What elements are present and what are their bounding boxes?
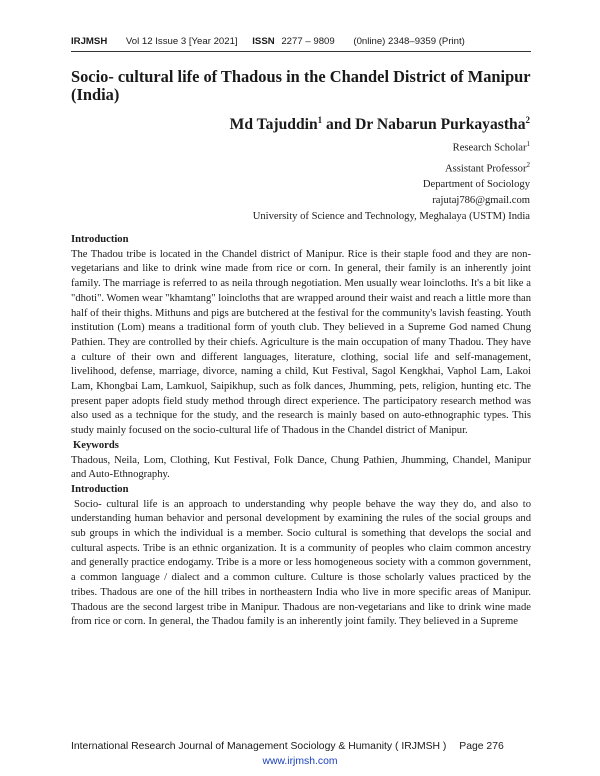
affiliation-block	[253, 136, 530, 225]
role-2-sup: 2	[526, 160, 530, 169]
issn-number: 2277 – 9809	[281, 36, 335, 47]
header-divider	[71, 51, 531, 52]
role-2-text: Assistant Professor	[444, 163, 527, 175]
affiliation-role-2	[253, 157, 530, 178]
author-2-sup: 2	[525, 115, 530, 125]
journal-abbrev: IRJMSH	[71, 36, 108, 47]
author-1: Md Tajuddin	[229, 116, 318, 134]
introduction-heading-2: Introduction	[71, 483, 129, 495]
author-line	[230, 115, 530, 134]
issue-info: Vol 12 Issue 3 [Year 2021]	[125, 36, 238, 47]
role-1-text: Research Scholar	[452, 142, 527, 154]
author-1-sup: 1	[317, 115, 323, 125]
online-print-issn: (0nline) 2348–9359 (Print)	[353, 36, 465, 47]
page-number: Page 276	[459, 741, 504, 752]
abstract-paragraph: The Thadou tribe is located in the Chandel district of Manipur. Rice is their staple food and they are non-vegetarians and like to drink wine made from rice or corn. In general, their family is an inherently joint family. The marriage is referred to as neila through negotiation. Men usually wear loincloths. It's a bit like a "dhoti". Women wear "khamtang" loincloths that are wrapped around their waist and reach a little more than half of their thighs. Mithuns and pigs are butchered at the festival for the community's lavish feasting. Youth institution (Lom) means a traditional form of youth club. They believed in a Supreme God named Chung Pathien. They are controlled by their chiefs. Agriculture is the main occupation of many Thadou. They have a culture of their own and different languages, literature, clothing, social life and self-management, livelihood, defense, marriage, divorce, naming a child, Kut Festival, Sagol Kengkhai, Vaphol Lam, Lakoi Lam, Khongbai Lam, Lamkuol, Saipikhup, such as folk dances, Jhumming, pets, religion, hunting etc. The present paper adopts field study method through direct experience. The participatory research method was also used as a technique for the study, and the research is mainly based on auto-ethnographic types. This study mainly focused on the socio-cultural life of Thadous in the Chandel district of Manipur.	[71, 248, 531, 437]
footer-journal-name: International Research Journal of Management Sociology & Humanity ( IRJMSH )	[71, 741, 447, 752]
website-link[interactable]: www.irjmsh.com	[262, 756, 338, 767]
issn-label: ISSN	[252, 36, 275, 47]
keywords-heading: Keywords	[73, 439, 119, 451]
affiliation-role-1	[253, 136, 530, 157]
running-footer	[71, 741, 531, 752]
affiliation-department: Department of Sociology	[422, 179, 530, 191]
role-1-sup: 1	[526, 140, 530, 148]
keywords-paragraph: Thadous, Neila, Lom, Clothing, Kut Festival, Folk Dance, Chung Pathien, Jhumming, Chandel, Manipur and Auto-Ethnography.	[71, 454, 531, 481]
article-body	[71, 233, 531, 630]
author-conjunction: and	[322, 116, 356, 134]
affiliation-university: University of Science and Technology, Meghalaya (USTM) India	[252, 211, 530, 223]
footer-website-row	[0, 756, 600, 767]
introduction-paragraph: Socio- cultural life is an approach to understanding why people behave the way they do, and also to understanding human behavior and personal development by examining the rules of the social groups and sub groups in which the individual is a member. Socio cultural is something that develops the social and cultural aspects. Tribe is an ethnic organization. It is a community of peoples who claim common ancestry and generally practice endogamy. Tribe is a more or less homogeneous society with a common government, a common language / dialect and a common culture. Culture is those scholarly values practiced by the tribes. Thadous are one of the hill tribes in northeastern India who live in more specific areas of Manipur. Thadous are the second largest tribe in Manipur. Thadous are non-vegetarians and like to drink wine made from rice or corn. In general, the Thadou family is an inherently joint family. They believed in a Supreme	[71, 498, 531, 628]
author-2: Dr Nabarun Purkayastha	[355, 116, 526, 134]
affiliation-email: rajutaj786@gmail.com	[432, 195, 530, 207]
running-header	[71, 36, 541, 47]
introduction-heading: Introduction	[71, 234, 129, 245]
paper-title: Socio- cultural life of Thadous in the Chandel District of Manipur (India)	[71, 67, 531, 104]
